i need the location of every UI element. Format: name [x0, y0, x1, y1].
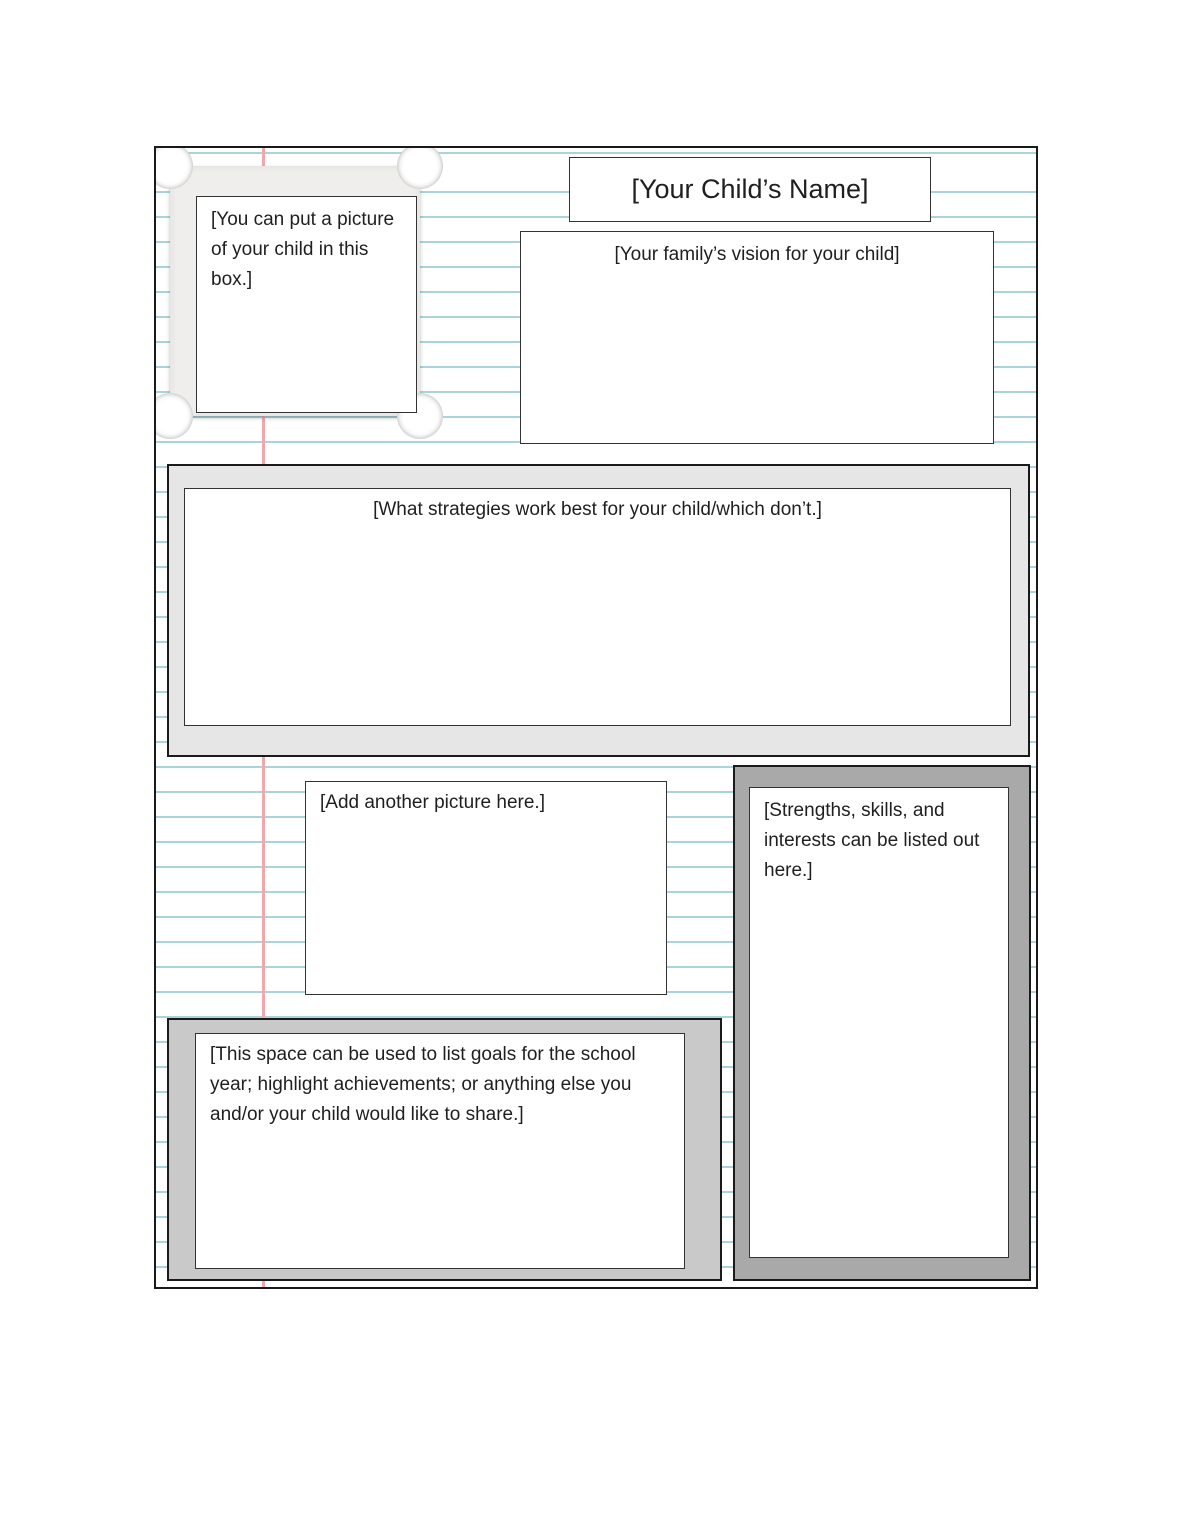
- child-photo-placeholder: [You can put a picture of your child in this box.]: [211, 209, 395, 290]
- additional-picture-box[interactable]: [305, 781, 667, 995]
- strategies-box[interactable]: [184, 488, 1011, 726]
- frame-corner-top-right: [397, 146, 443, 189]
- family-vision-placeholder: [Your family’s vision for your child]: [614, 244, 900, 265]
- strengths-panel: [733, 765, 1031, 1281]
- child-name-title: [Your Child’s Name]: [631, 174, 869, 204]
- notebook-page: [154, 146, 1038, 1289]
- strategies-panel: [167, 464, 1030, 757]
- child-name-box[interactable]: [569, 157, 931, 222]
- goals-box[interactable]: [195, 1033, 685, 1269]
- additional-picture-placeholder: [Add another picture here.]: [320, 792, 545, 813]
- frame-corner-top-left: [154, 146, 193, 189]
- goals-panel: [167, 1018, 722, 1281]
- strengths-placeholder: [Strengths, skills, and interests can be listed out here.]: [764, 800, 980, 881]
- frame-corner-bottom-left: [154, 393, 193, 439]
- child-photo-box[interactable]: [196, 196, 417, 413]
- goals-placeholder: [This space can be used to list goals for the school year; highlight achievements; or anything else you and/or your child would like to share.]: [210, 1044, 636, 1125]
- strengths-box[interactable]: [749, 787, 1009, 1258]
- strategies-placeholder: [What strategies work best for your child/which don’t.]: [373, 499, 822, 520]
- family-vision-box[interactable]: [520, 231, 994, 444]
